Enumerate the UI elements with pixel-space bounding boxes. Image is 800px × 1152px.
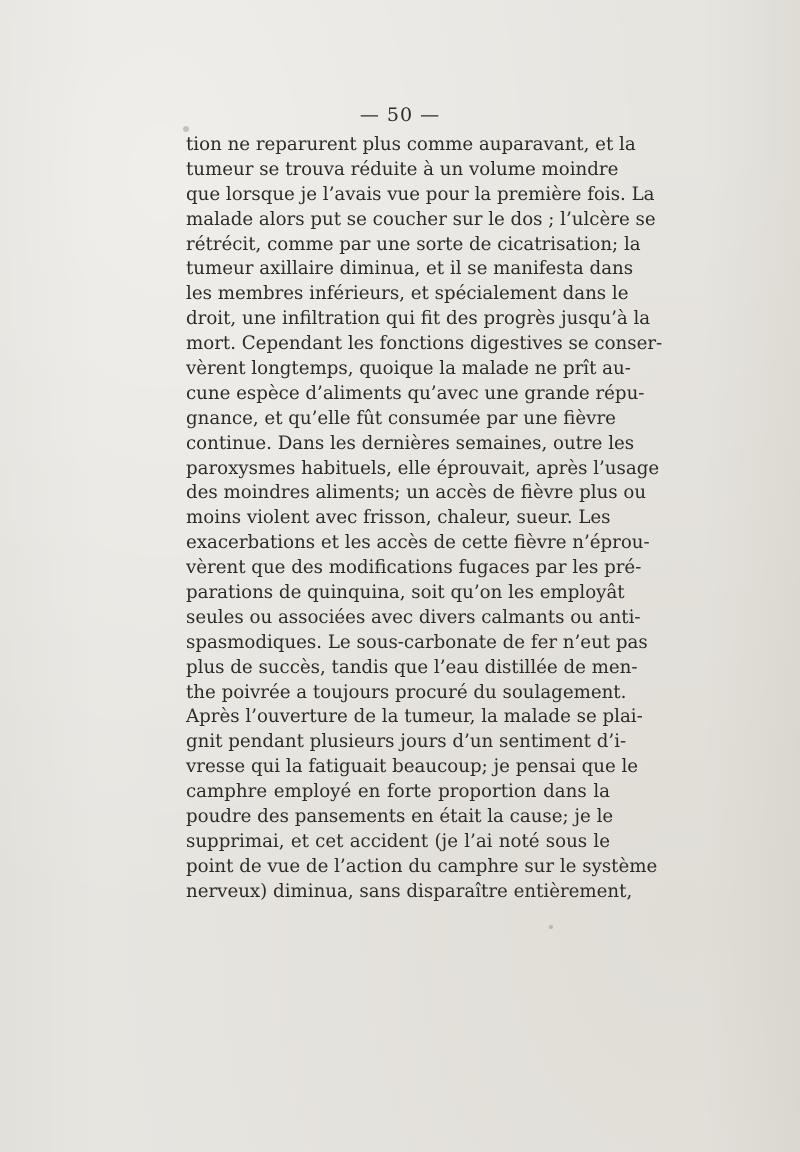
text-line: parations de quinquina, soit qu’on les employât (186, 582, 625, 604)
text-line: vresse qui la fatiguait beaucoup; je pensai que le (186, 756, 639, 778)
text-line: mort. Cependant les fonctions digestives se conser- (186, 333, 663, 355)
text-line: point de vue de l’action du camphre sur le système (186, 855, 658, 877)
text-line: supprimai, et cet accident (je l’ai noté sous le (186, 830, 610, 852)
text-line: cune espèce d’aliments qu’avec une grande répu- (186, 382, 645, 404)
text-line: camphre employé en forte proportion dans la (186, 781, 610, 803)
body-text (186, 133, 663, 905)
text-line: droit, une infiltration qui fit des progrès jusqu’à la (186, 308, 651, 330)
text-line: nerveux) diminua, sans disparaître entièrement, (186, 880, 633, 902)
text-line: spasmodiques. Le sous-carbonate de fer n’eut pas (186, 631, 648, 653)
text-line: rétrécit, comme par une sorte de cicatrisation; la (186, 233, 641, 255)
text-line: tumeur axillaire diminua, et il se manifesta dans (186, 258, 634, 280)
text-line: moins violent avec frisson, chaleur, sueur. Les (186, 507, 611, 529)
text-line: vèrent que des modifications fugaces par les pré- (186, 557, 642, 579)
ink-speck (183, 126, 189, 132)
text-line: Après l’ouverture de la tumeur, la malade se plai- (186, 706, 643, 728)
text-line: paroxysmes habituels, elle éprouvait, après l’usage (186, 457, 660, 479)
text-line: tion ne reparurent plus comme auparavant, et la (186, 134, 636, 155)
ink-speck (549, 925, 553, 929)
text-line: gnance, et qu’elle fût consumée par une fièvre (186, 407, 616, 429)
text-line: tumeur se trouva réduite à un volume moindre (186, 158, 619, 180)
text-line: les membres inférieurs, et spécialement dans le (186, 283, 629, 305)
text-line: exacerbations et les accès de cette fièvre n’éprou- (186, 532, 650, 554)
text-line: plus de succès, tandis que l’eau distillée de men- (186, 656, 638, 678)
text-line: gnit pendant plusieurs jours d’un sentiment d’i- (186, 731, 627, 753)
text-line: des moindres aliments; un accès de fièvre plus ou (186, 482, 647, 504)
text-line: malade alors put se coucher sur le dos ; l’ulcère se (186, 208, 656, 230)
text-line: the poivrée a toujours procuré du soulagement. (186, 681, 627, 703)
page-number: — 50 — (359, 104, 441, 126)
text-line: que lorsque je l’avais vue pour la première fois. La (186, 183, 655, 205)
text-line: vèrent longtemps, quoique la malade ne prît au- (186, 358, 631, 380)
text-line: poudre des pansements en était la cause; je le (186, 806, 614, 828)
text-line: continue. Dans les dernières semaines, outre les (186, 432, 635, 454)
text-line: seules ou associées avec divers calmants ou anti- (186, 606, 641, 628)
